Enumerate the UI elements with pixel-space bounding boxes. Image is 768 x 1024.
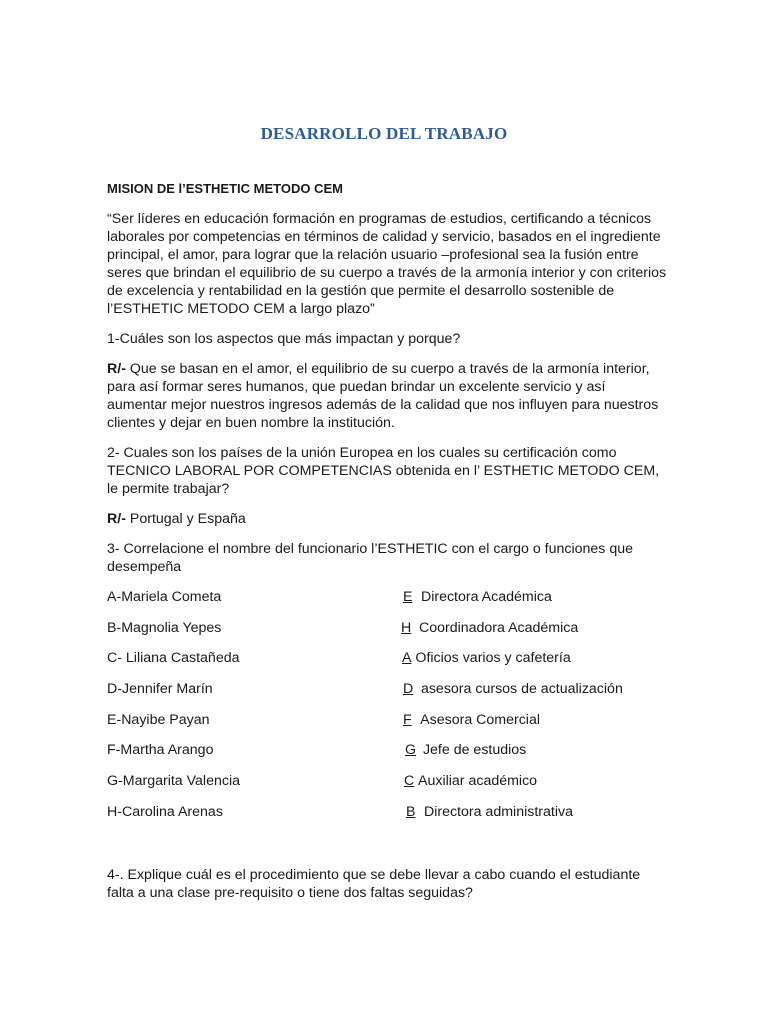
- match-name: D-Jennifer Marín: [107, 681, 213, 698]
- match-name: A-Mariela Cometa: [107, 589, 222, 605]
- answer-1: [107, 360, 667, 432]
- question-3: 3- Correlacione el nombre del funcionario l’ESTHETIC con el cargo o funciones que desempeña: [107, 541, 633, 575]
- question-1: 1-Cuáles son los aspectos que más impactan y porque?: [107, 331, 461, 347]
- match-role: Directora Académica: [417, 589, 552, 605]
- match-row: [107, 649, 667, 680]
- answer-2-text: Portugal y España: [125, 511, 246, 527]
- match-name: H-Carolina Arenas: [107, 803, 223, 820]
- answer-1-prefix: R/-: [107, 361, 126, 377]
- match-answer: [404, 772, 667, 790]
- question-2: 2- Cuales son los países de la unión Europea en los cuales su certificación como TECNICO LABORAL POR COMPETENCIAS obtenida en l’ ESTHETIC METODO CEM, le permite trabajar?: [107, 445, 660, 497]
- match-row: [107, 619, 667, 650]
- match-role: Oficios varios y cafetería: [411, 650, 571, 667]
- match-letter: D: [403, 681, 414, 698]
- match-role: Jefe de estudios: [419, 742, 527, 759]
- mision-paragraph: “Ser líderes en educación formación en programas de estudios, certificando a técnicos laborales por competencias en términos de calidad y servicio, basados en el ingrediente principal, el amor, para lograr que la relación usuario –profesional sea la fusión entre seres que brindan el equilibrio de su cuerpo a través de la armonía interior y con criterios de excelencia y rentabilidad en la gestión que permite el desarrollo sostenible de l’ESTHETIC METODO CEM a largo plazo”: [107, 211, 667, 317]
- match-name: B-Magnolia Yepes: [107, 619, 222, 636]
- match-row: [107, 772, 667, 803]
- match-role: Auxiliar académico: [418, 773, 538, 790]
- match-letter: E: [403, 589, 413, 605]
- match-row: [107, 803, 667, 834]
- match-row: [107, 711, 667, 742]
- answer-1-text: Que se basan en el amor, el equilibrio de su cuerpo a través de la armonía interior, para así formar seres humanos, que puedan brindar un excelente servicio y así aumentar mejor nuestros ingresos además de la calidad que nos influyen para nuestros clientes y dejar en buen nombre la institución.: [107, 361, 659, 431]
- match-row: [107, 680, 667, 711]
- match-answer: [403, 680, 667, 698]
- match-name: E-Nayibe Payan: [107, 711, 210, 728]
- match-answer: [401, 619, 667, 637]
- match-letter: G: [405, 742, 417, 759]
- match-letter: F: [403, 711, 412, 728]
- match-letter: C: [404, 773, 415, 790]
- answer-2: [107, 510, 667, 528]
- match-row: [107, 588, 667, 619]
- question-4: 4-. Explique cuál es el procedimiento que se debe llevar a cabo cuando el estudiante falta a una clase pre-requisito o tiene dos faltas seguidas?: [107, 866, 641, 901]
- document-title: DESARROLLO DEL TRABAJO: [260, 124, 508, 143]
- match-letter: H: [401, 619, 412, 636]
- match-name: G-Margarita Valencia: [107, 773, 240, 790]
- match-role: Asesora Comercial: [417, 711, 541, 728]
- match-name: F-Martha Arango: [107, 742, 214, 759]
- document-body: [107, 180, 667, 902]
- match-answer: [403, 588, 667, 606]
- match-role: asesora cursos de actualización: [417, 681, 623, 698]
- match-letter: B: [406, 803, 416, 820]
- match-list: [107, 588, 667, 834]
- mision-heading: MISION DE l’ESTHETIC METODO CEM: [107, 181, 343, 196]
- match-answer: [405, 741, 667, 759]
- match-answer: [403, 711, 667, 729]
- match-role: Directora administrativa: [420, 803, 573, 820]
- match-letter: A: [402, 650, 412, 667]
- match-answer: [402, 649, 667, 667]
- match-name: C- Liliana Castañeda: [107, 650, 240, 667]
- match-role: Coordinadora Académica: [415, 619, 579, 636]
- match-row: [107, 741, 667, 772]
- match-answer: [406, 803, 667, 821]
- answer-2-prefix: R/-: [107, 511, 126, 527]
